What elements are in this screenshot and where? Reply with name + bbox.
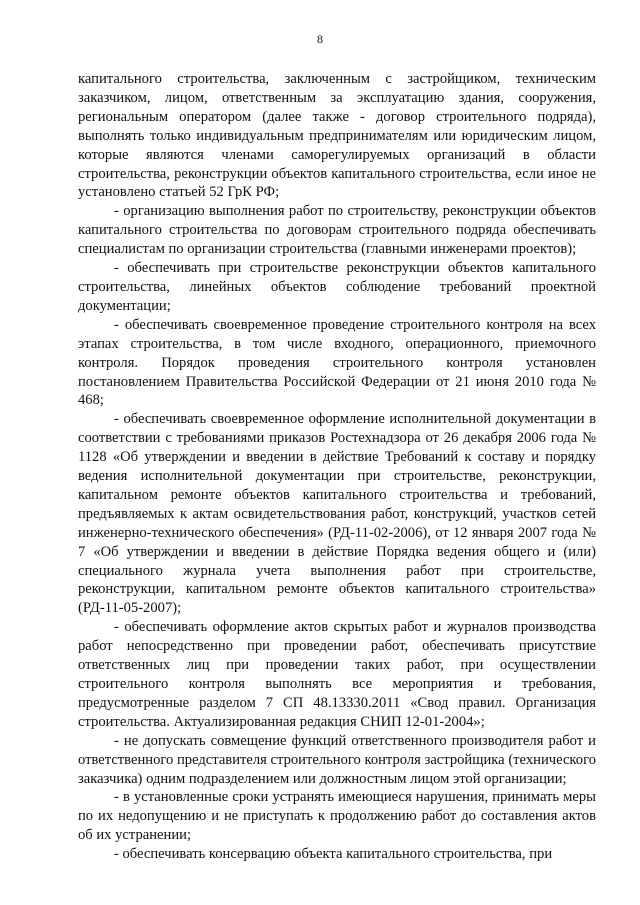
list-item-organization: - организацию выполнения работ по строительству, реконструкции объектов капитального строительства по договорам строительного подряда обеспечивать специалистам по организации строительства (главными инженерами проектов);	[78, 203, 596, 258]
list-item-no-function-combination: - не допускать совмещение функций ответственного производителя работ и ответственного представителя строительного контроля застройщика (технического заказчика) одним подразделением или должностным лицом этой организации;	[78, 732, 596, 787]
list-item-hidden-works-acts: - обеспечивать оформление актов скрытых работ и журналов производства работ непосредственно при проведении работ, обеспечивать присутствие ответственных лиц при проведении таких работ, при осуществлении строительного контроля выполнять все мероприятия и требования, предусмотренные разделом 7 СП 48.13330.2011 «Свод правил. Организация строительства. Актуализированная редакция СНИП 12-01-2004»;	[78, 619, 596, 730]
document-body	[78, 70, 596, 864]
paragraph-continuation: капитального строительства, заключенным с застройщиком, техническим заказчиком, лицом, ответственным за эксплуатацию здания, сооружения, региональным оператором (далее также - договор строительного подряда), выполнять только индивидуальным предпринимателям или юридическим лицом, которые являются членами саморегулируемых организаций в области строительства, реконструкции объектов капитального строительства, если иное не установлено статьей 52 ГрК РФ;	[78, 71, 596, 201]
page-number: 8	[317, 32, 323, 46]
list-item-fix-violations: - в установленные сроки устранять имеющиеся нарушения, принимать меры по их недопущению и не приступать к продолжению работ до составления актов об их устранении;	[78, 789, 596, 844]
list-item-project-requirements: - обеспечивать при строительстве реконструкции объектов капитального строительства, линейных объектов соблюдение требований проектной документации;	[78, 260, 596, 314]
list-item-conservation: - обеспечивать консервацию объекта капитального строительства, при	[114, 846, 553, 863]
list-item-executive-documentation: - обеспечивать своевременное оформление исполнительной документации в соответствии с требованиями приказов Ростехнадзора от 26 декабря 2006 года № 1128 «Об утверждении и введении в действие Требований к составу и порядку ведения исполнительной документации при строительстве, реконструкции, капитальном ремонте объектов капитального строительства и требований, предъявляемых к актам освидетельствования работ, конструкций, участков сетей инженерно-технического обеспечения» (РД-11-02-2006), от 12 января 2007 года № 7 «Об утверждении и введении в действие Порядка ведения общего и (или) специального журнала учета выполнения работ при строительстве, реконструкции, капитальном ремонте объектов капитального строительства» (РД-11-05-2007);	[78, 411, 596, 617]
list-item-construction-control: - обеспечивать своевременное проведение строительного контроля на всех этапах строительства, в том числе входного, операционного, приемочного контроля. Порядок проведения строительного контроля установлен постановлением Правительства Российской Федерации от 21 июня 2010 года № 468;	[78, 316, 596, 409]
